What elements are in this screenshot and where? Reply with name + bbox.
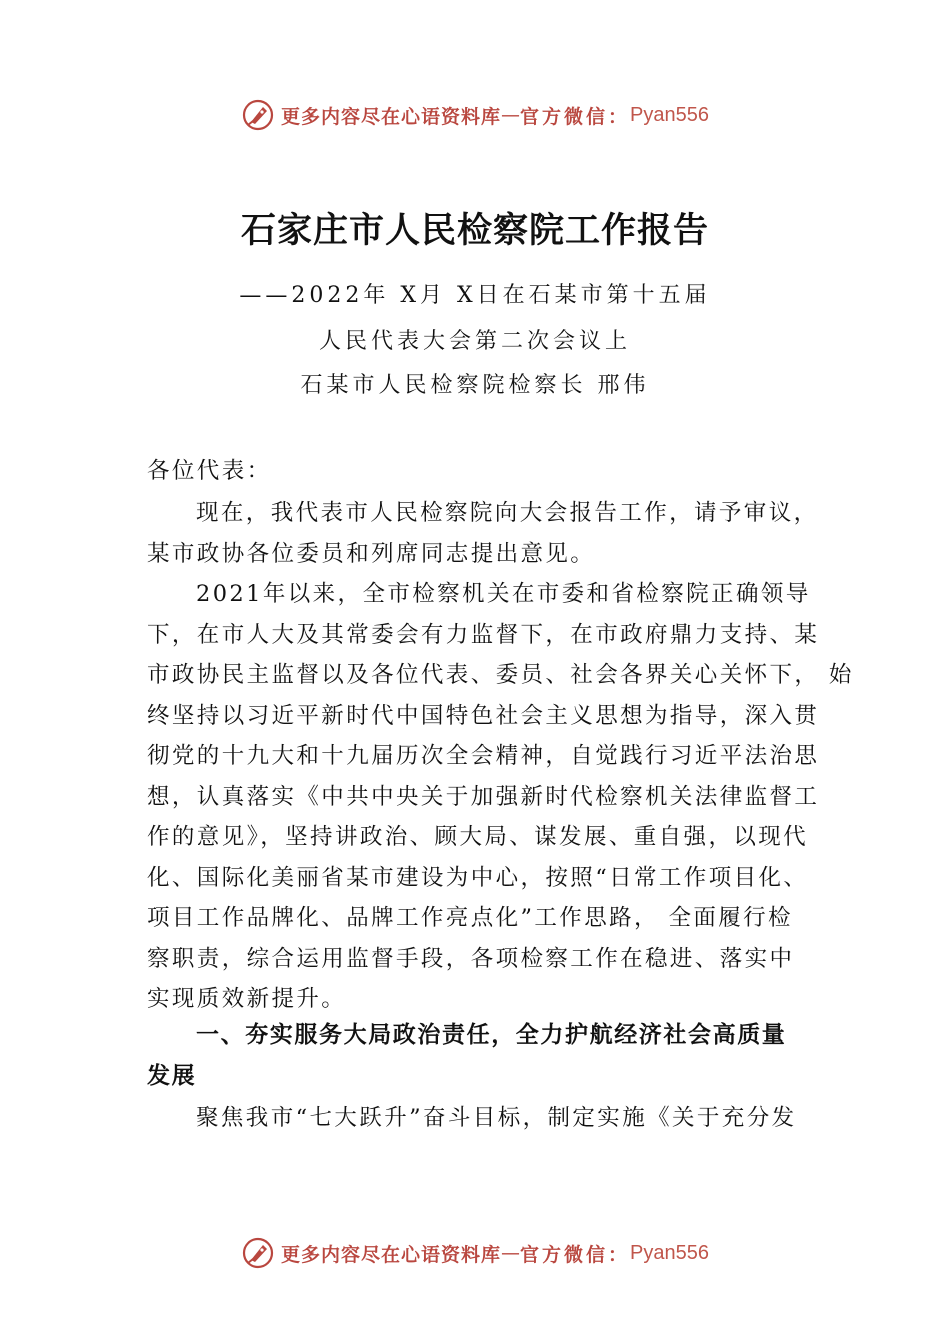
salutation	[147, 451, 819, 492]
pen-nib-icon	[241, 1236, 275, 1270]
paragraph-1	[147, 493, 819, 574]
subtitle-line-2: 人民代表大会第二次会议上	[318, 329, 631, 354]
heading-line: 发展	[147, 1062, 197, 1089]
watermark-separator: —	[501, 104, 521, 126]
paragraph-line: 化、国际化美丽省某市建设为中心，按照“日常工作项目化、	[147, 864, 809, 891]
paragraph-line: 聚焦我市“七大跃升”奋斗目标，制定实施《关于充分发	[196, 1105, 797, 1131]
paragraph-line: 想，认真落实《中共中央关于加强新时代检察机关法律监督工	[147, 783, 820, 810]
paragraph-2	[147, 574, 854, 1020]
paragraph-line: 2021年以来，全市检察机关在市委和省检察院正确领导	[196, 581, 811, 607]
paragraph-line: 彻党的十九大和十九届历次全会精神，自觉践行习近平法治思	[147, 743, 820, 769]
paragraph-line: 现在，我代表市人民检察院向大会报告工作，请予审议，	[196, 500, 819, 526]
paragraph-line: 察职责，综合运用监督手段，各项检察工作在稳进、落实中	[147, 945, 795, 972]
watermark-brand-text: 更多内容尽在心语资料库	[281, 1243, 502, 1266]
watermark-wechat-id: Pyan556	[630, 103, 709, 126]
watermark-wechat-label: 官方微信：	[520, 1243, 631, 1266]
paragraph-line: 下，在市人大及其常委会有力监督下，在市政府鼎力支持、某	[147, 621, 820, 648]
watermark-separator: —	[501, 1242, 521, 1264]
section-heading-1	[147, 1015, 819, 1096]
paragraph-line: 市政协民主监督以及各位代表、委员、社会各界关心关怀下， 始	[147, 662, 854, 688]
subtitle-line-3: 石某市人民检察院检察长 邢伟	[300, 373, 650, 398]
watermark-banner-top	[0, 95, 950, 135]
watermark-brand-text: 更多内容尽在心语资料库	[281, 105, 502, 128]
watermark-banner-bottom	[0, 1233, 950, 1273]
paragraph-line: 终坚持以习近平新时代中国特色社会主义思想为指导，深入贯	[147, 702, 820, 729]
pen-nib-icon	[241, 98, 275, 132]
paragraph-3	[147, 1098, 819, 1139]
watermark-wechat-label: 官方微信：	[520, 105, 631, 128]
subtitle-line-1: ——2022年 X月 X日在石某市第十五届	[239, 283, 711, 308]
paragraph-line: 实现质效新提升。	[147, 986, 347, 1012]
paragraph-line: 项目工作品牌化、品牌工作亮点化”工作思路， 全面履行检	[147, 905, 793, 931]
heading-line: 一、夯实服务大局政治责任，全力护航经济社会高质量	[196, 1022, 787, 1048]
document-title: 石家庄市人民检察院工作报告	[240, 211, 709, 251]
salutation-text: 各位代表：	[147, 458, 272, 484]
paragraph-line: 作的意见》，坚持讲政治、顾大局、谋发展、重自强，以现代	[147, 824, 809, 850]
paragraph-line: 某市政协各位委员和列席同志提出意见。	[147, 540, 596, 567]
watermark-wechat-id: Pyan556	[630, 1241, 709, 1264]
